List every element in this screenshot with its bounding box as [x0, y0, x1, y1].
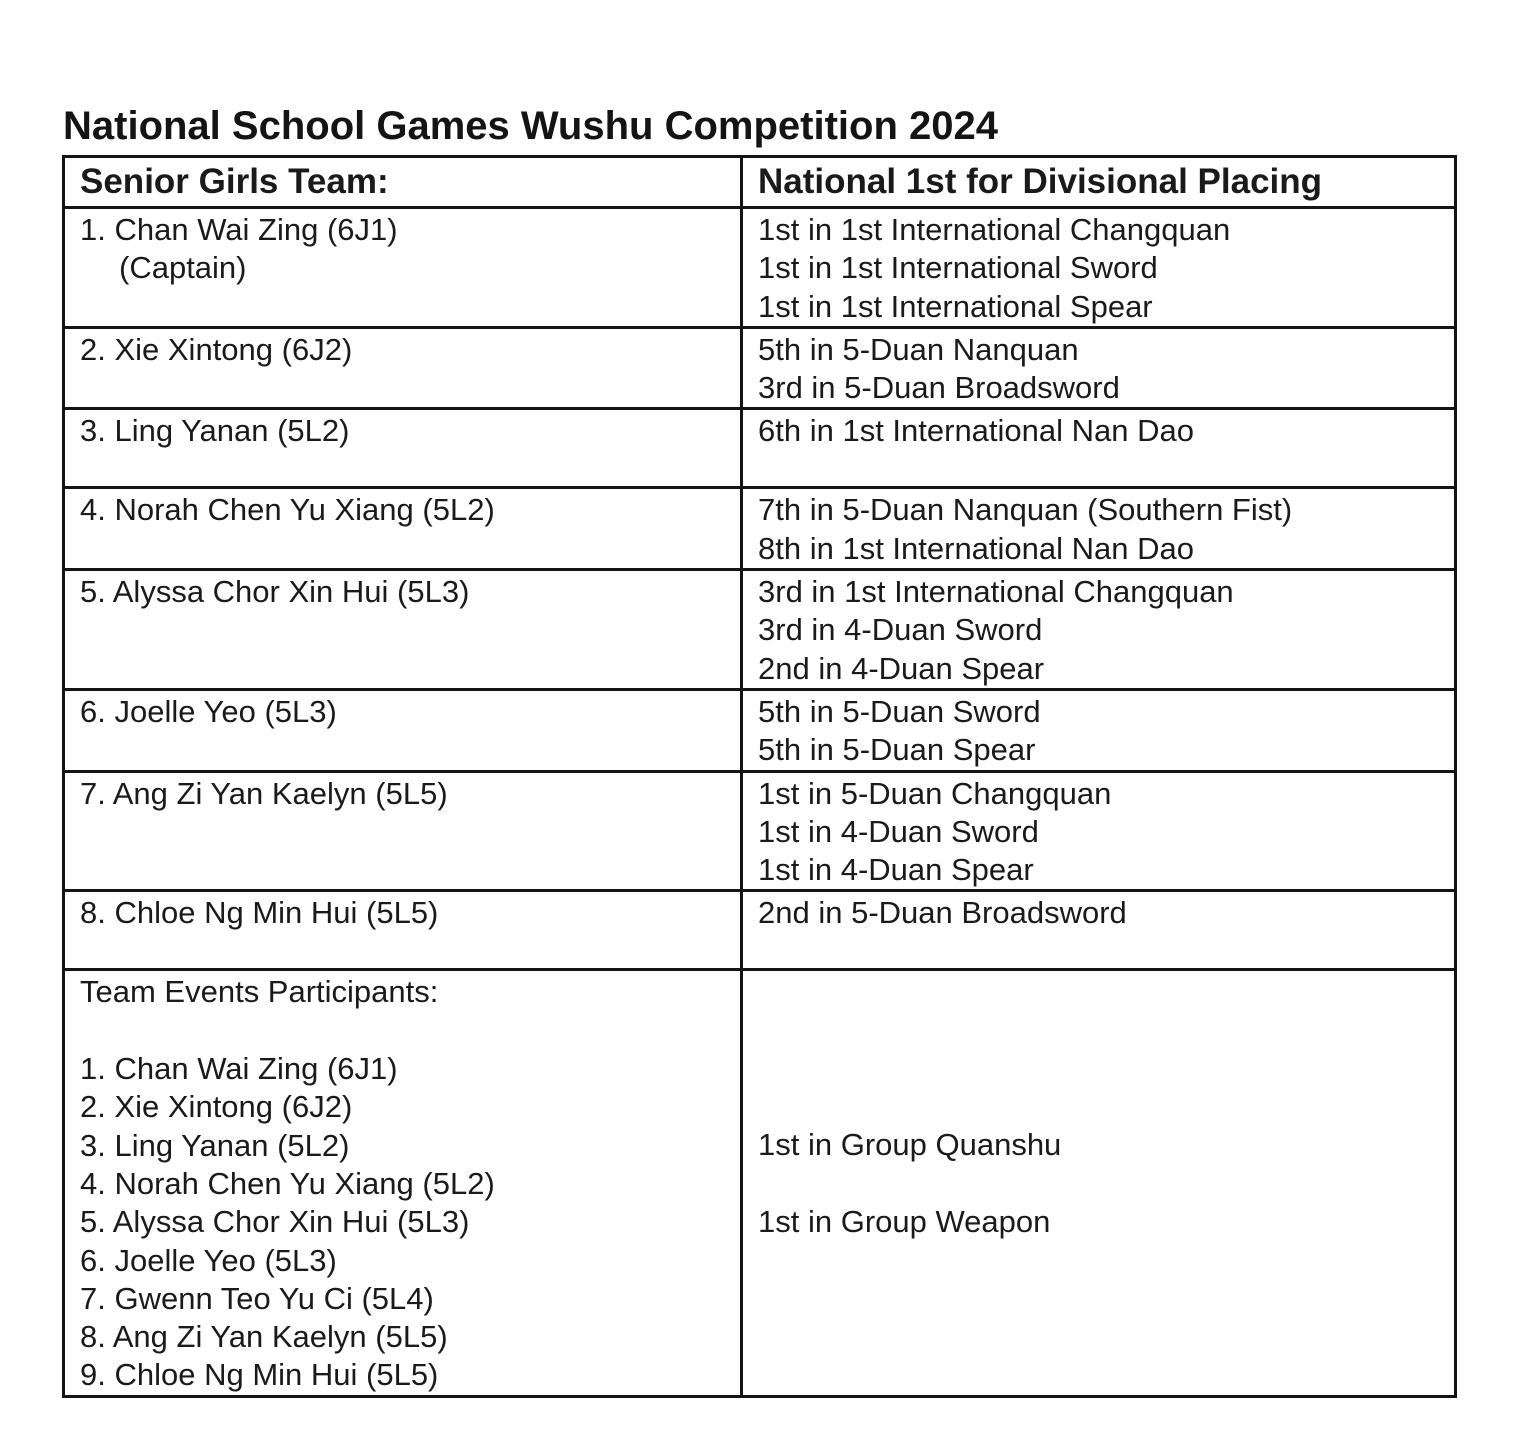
result-item: 5th in 5-Duan Sword: [758, 693, 1041, 729]
results-cell: [742, 891, 1456, 970]
participant-item: 4. Norah Chen Yu Xiang (5L2): [80, 1165, 495, 1201]
result-item: 7th in 5-Duan Nanquan (Southern Fist): [758, 492, 1293, 528]
athlete-name: 5. Alyssa Chor Xin Hui (5L3): [80, 574, 470, 610]
blank-space: [758, 973, 1454, 1126]
participant-item: 7. Gwenn Teo Yu Ci (5L4): [80, 1280, 434, 1316]
athlete-cell: [64, 208, 742, 328]
results-cell: [742, 570, 1456, 690]
athlete-name: 1. Chan Wai Zing (6J1): [80, 212, 398, 247]
athlete-cell: [64, 409, 742, 488]
athlete-name: 6. Joelle Yeo (5L3): [80, 693, 337, 729]
result-item: 3rd in 5-Duan Broadsword: [758, 370, 1120, 406]
table-header-row: [64, 157, 1456, 208]
team-participants-cell: [64, 970, 742, 1396]
athlete-cell: [64, 689, 742, 771]
athlete-note: (Captain): [119, 250, 247, 286]
table-row: [64, 771, 1456, 891]
result-item: 1st in 4-Duan Sword: [758, 813, 1039, 849]
blank-line: [80, 1012, 740, 1050]
participant-item: 5. Alyssa Chor Xin Hui (5L3): [80, 1204, 470, 1240]
result-item: 1st in 1st International Spear: [758, 288, 1153, 324]
participant-item: 8. Ang Zi Yan Kaelyn (5L5): [80, 1319, 448, 1355]
athlete-cell: [64, 891, 742, 970]
participant-item: 6. Joelle Yeo (5L3): [80, 1242, 337, 1278]
result-item: 8th in 1st International Nan Dao: [758, 530, 1194, 566]
result-item: 2nd in 4-Duan Spear: [758, 650, 1045, 686]
participant-item: 9. Chloe Ng Min Hui (5L5): [80, 1357, 439, 1393]
table-row: [64, 409, 1456, 488]
athlete-cell: [64, 771, 742, 891]
table-row: [64, 327, 1456, 409]
team-result-item: 1st in Group Quanshu: [758, 1127, 1062, 1163]
results-cell: [742, 689, 1456, 771]
athlete-name: 2. Xie Xintong (6J2): [80, 331, 353, 367]
header-team: Senior Girls Team:: [64, 157, 742, 208]
page-title: National School Games Wushu Competition 2024: [63, 104, 998, 148]
athlete-name: 7. Ang Zi Yan Kaelyn (5L5): [80, 775, 448, 811]
result-item: 3rd in 4-Duan Sword: [758, 612, 1043, 648]
participant-item: 1. Chan Wai Zing (6J1): [80, 1051, 398, 1087]
result-item: 1st in 4-Duan Spear: [758, 852, 1034, 888]
result-item: 3rd in 1st International Changquan: [758, 574, 1234, 610]
result-item: 1st in 1st International Changquan: [758, 212, 1231, 247]
header-placing: National 1st for Divisional Placing: [742, 157, 1456, 208]
athlete-name: 4. Norah Chen Yu Xiang (5L2): [80, 492, 495, 528]
team-events-heading: Team Events Participants:: [80, 974, 439, 1010]
result-item: 5th in 5-Duan Nanquan: [758, 331, 1079, 367]
team-result-item: 1st in Group Weapon: [758, 1204, 1051, 1240]
results-cell: [742, 409, 1456, 488]
table-row: [64, 570, 1456, 690]
athlete-cell: [64, 570, 742, 690]
result-item: 1st in 5-Duan Changquan: [758, 775, 1112, 811]
athlete-name: 3. Ling Yanan (5L2): [80, 413, 350, 449]
result-item: 1st in 1st International Sword: [758, 250, 1158, 286]
participant-item: 2. Xie Xintong (6J2): [80, 1089, 353, 1125]
result-item: 2nd in 5-Duan Broadsword: [758, 895, 1127, 931]
participant-item: 3. Ling Yanan (5L2): [80, 1127, 350, 1163]
athlete-name: 8. Chloe Ng Min Hui (5L5): [80, 895, 439, 931]
table-row: [64, 891, 1456, 970]
results-cell: [742, 771, 1456, 891]
result-item: 6th in 1st International Nan Dao: [758, 413, 1194, 449]
team-events-row: [64, 970, 1456, 1396]
athlete-cell: [64, 488, 742, 570]
athlete-cell: [64, 327, 742, 409]
results-cell: [742, 208, 1456, 328]
table-row: [64, 488, 1456, 570]
table-row: [64, 689, 1456, 771]
table-row: [64, 208, 1456, 328]
results-table: [62, 155, 1457, 1398]
team-results-cell: [742, 970, 1456, 1396]
results-cell: [742, 327, 1456, 409]
results-cell: [742, 488, 1456, 570]
blank-line: [758, 1165, 1454, 1203]
result-item: 5th in 5-Duan Spear: [758, 732, 1036, 768]
